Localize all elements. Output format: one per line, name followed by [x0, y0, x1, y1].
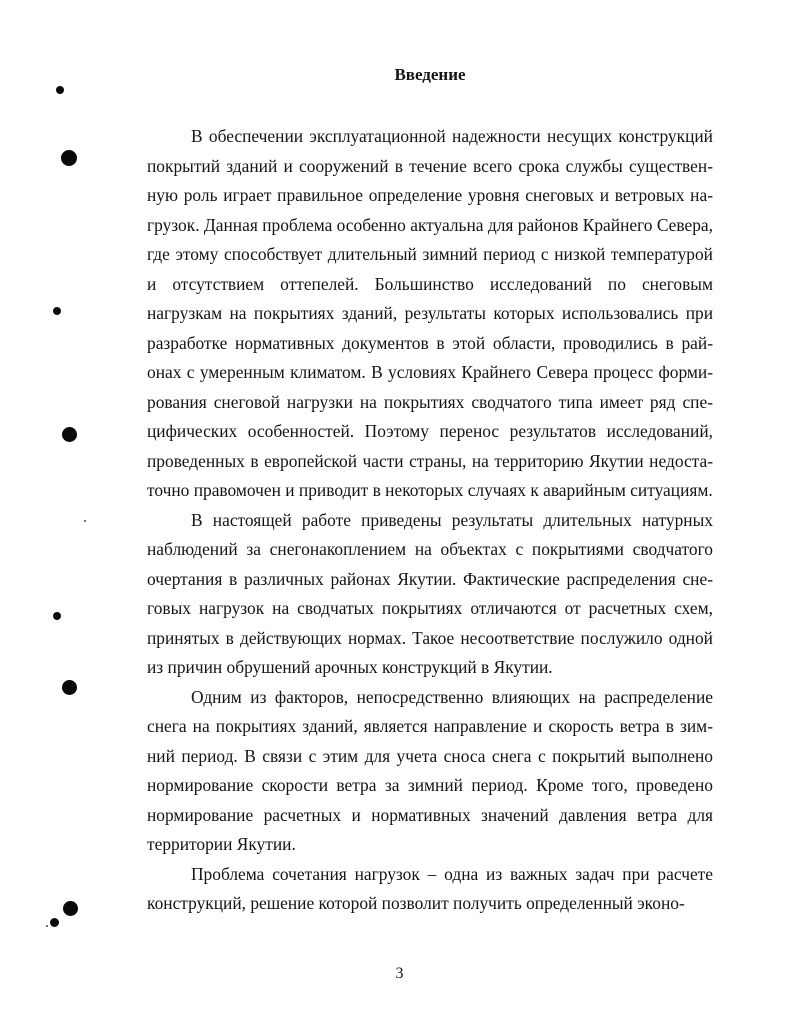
paragraph: В обеспечении эксплуатационной надежности несущих конструкций покрытий зданий и сооружений в течение всего срока службы существенную роль играет правильное определение уровня снеговых и ветровых нагрузок. Данная проблема особенно актуальна для районов Крайнего Севера, где этому способствует длительный зимний период с низкой температурой и отсутствием оттепелей. Большинство исследований по снеговым нагрузкам на покрытиях зданий, результаты которых использовались при разработке нормативных документов в этой области, проводились в районах с умеренным климатом. В условиях Крайнего Севера процесс формирования снеговой нагрузки на покрытиях сводчатого типа имеет ряд специфических особенностей. Поэтому перенос результатов исследований, проведенных в европейской части страны, на территорию Якутии недостаточно правомочен и приводит в некоторых случаях к аварийным ситуациям.	[147, 126, 713, 500]
punch-hole-mark	[56, 86, 64, 94]
punch-hole-mark	[61, 150, 77, 166]
page-number: 3	[395, 965, 404, 982]
paragraph: Проблема сочетания нагрузок – одна из важных задач при расчете конструкций, решение которой позволит получить определенный эконо-	[147, 863, 713, 913]
punch-hole-mark	[53, 307, 61, 315]
page-title: Введение	[394, 65, 466, 84]
punch-hole-mark	[62, 427, 77, 442]
paragraph: Одним из факторов, непосредственно влияющих на распределение снега на покрытиях зданий, является направление и скорость ветра в зимний период. В связи с этим для учета сноса снега с покрытий выполнено нормирование скорости ветра за зимний период. Кроме того, проведено нормирование расчетных и нормативных значений давления ветра для территории Якутии.	[147, 686, 713, 854]
body-text	[147, 122, 713, 919]
paragraph: В настоящей работе приведены результаты длительных натурных наблюдений за снегонакоплением на объектах с покрытиями сводчатого очертания в различных районах Якутии. Фактические распределения снеговых нагрузок на сводчатых покрытиях отличаются от расчетных схем, принятых в действующих нормах. Такое несоответствие послужило одной из причин обрушений арочных конструкций в Якутии.	[147, 509, 713, 677]
punch-hole-mark	[53, 612, 61, 620]
punch-hole-mark	[62, 680, 77, 695]
scan-speck	[84, 520, 86, 522]
scan-speck	[46, 925, 48, 927]
punch-hole-mark	[50, 918, 59, 927]
punch-hole-mark	[63, 901, 78, 916]
